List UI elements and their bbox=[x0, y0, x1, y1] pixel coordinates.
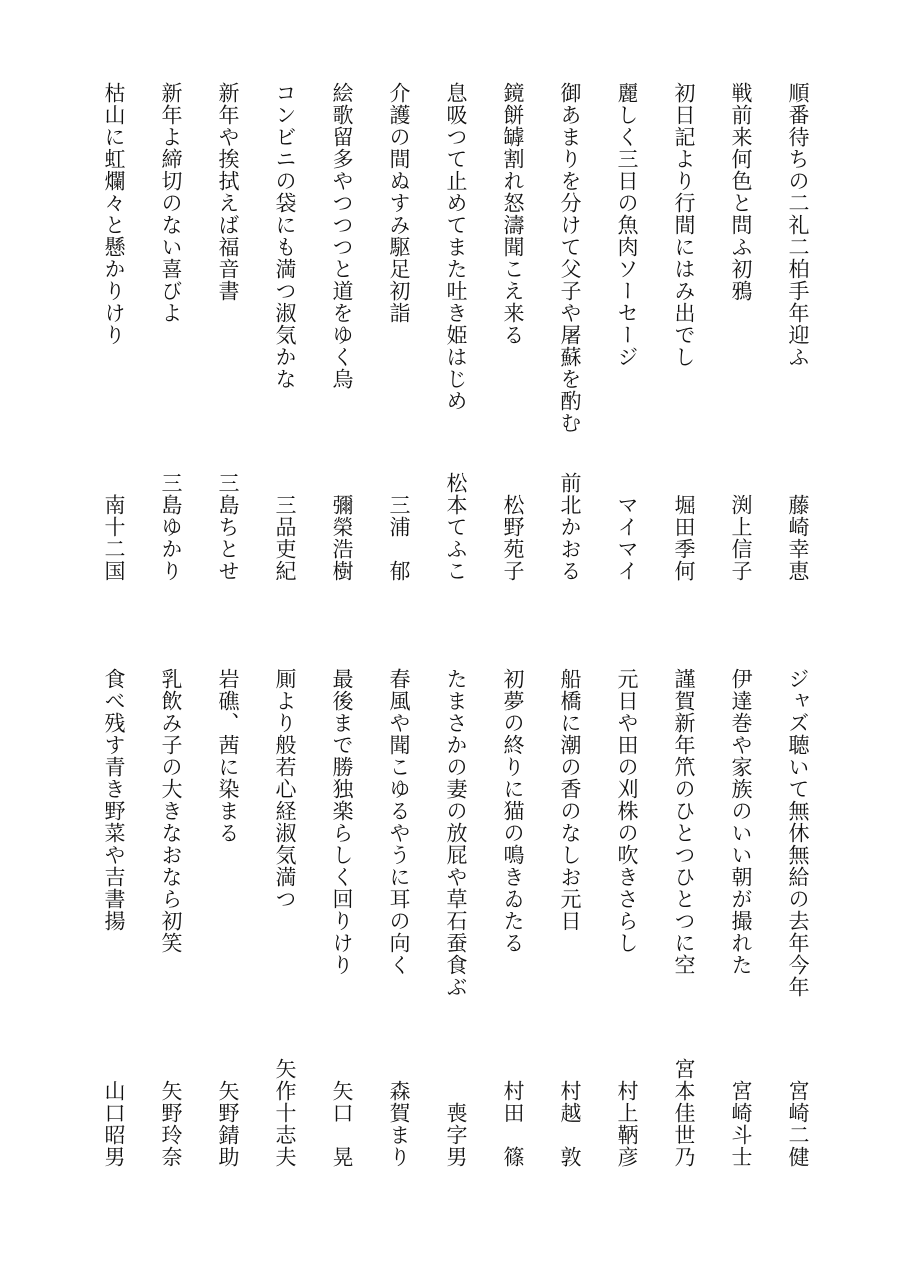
haiku-text: 息吸つて止めてまた吐き姫はじめ bbox=[444, 82, 468, 412]
haiku-author: 堀田季何 bbox=[672, 494, 696, 582]
haiku-column bbox=[500, 668, 526, 1168]
haiku-text: 謹賀新年笊のひとつひとつに空 bbox=[672, 668, 696, 976]
haiku-text: 鏡餅罅割れ怒濤聞こえ来る bbox=[501, 82, 525, 346]
haiku-author: 渕上信子 bbox=[729, 494, 753, 582]
haiku-author: 三浦 郁 bbox=[387, 494, 411, 582]
haiku-column bbox=[386, 82, 412, 582]
haiku-author: 村越 敦 bbox=[558, 1080, 582, 1168]
haiku-text: 食べ残す青き野菜や吉書揚 bbox=[102, 668, 126, 932]
haiku-text: コンビニの袋にも満つ淑気かな bbox=[273, 82, 297, 390]
haiku-column bbox=[785, 82, 811, 582]
haiku-column bbox=[272, 668, 298, 1168]
haiku-column bbox=[614, 82, 640, 582]
haiku-column bbox=[158, 82, 184, 582]
haiku-author: 宮崎二健 bbox=[786, 1080, 810, 1168]
haiku-text: 初日記より行間にはみ出でし bbox=[672, 82, 696, 368]
haiku-author: 彌榮浩樹 bbox=[330, 494, 354, 582]
haiku-column bbox=[101, 82, 127, 582]
haiku-author: 宮崎斗士 bbox=[729, 1080, 753, 1168]
haiku-author: 村田 篠 bbox=[501, 1080, 525, 1168]
haiku-author: 森賀まり bbox=[387, 1080, 411, 1168]
haiku-column bbox=[386, 668, 412, 1168]
haiku-author: 矢野玲奈 bbox=[159, 1080, 183, 1168]
haiku-author: 三品吏紀 bbox=[273, 494, 297, 582]
haiku-column bbox=[272, 82, 298, 582]
haiku-text: 伊達巻や家族のいい朝が撮れた bbox=[729, 668, 753, 976]
haiku-text: ジャズ聴いて無休無給の去年今年 bbox=[786, 668, 810, 998]
haiku-text: 最後まで勝独楽らしく回りけり bbox=[330, 668, 354, 976]
haiku-block-top bbox=[101, 82, 811, 582]
haiku-text: 新年や挨拭えば福音書 bbox=[216, 82, 240, 302]
haiku-column bbox=[443, 82, 469, 582]
haiku-column bbox=[215, 82, 241, 582]
haiku-column bbox=[329, 668, 355, 1168]
haiku-column bbox=[158, 668, 184, 1168]
haiku-column bbox=[728, 82, 754, 582]
haiku-text: 新年よ締切のない喜びよ bbox=[159, 82, 183, 324]
haiku-text: 元日や田の刈株の吹きさらし bbox=[615, 668, 639, 954]
haiku-column bbox=[329, 82, 355, 582]
haiku-author: 矢野錆助 bbox=[216, 1080, 240, 1168]
haiku-author: 矢口 晃 bbox=[330, 1080, 354, 1168]
haiku-author: 前北かおる bbox=[558, 472, 582, 582]
haiku-author: 南十二国 bbox=[102, 494, 126, 582]
haiku-author: 喪字男 bbox=[444, 1102, 468, 1168]
haiku-column bbox=[557, 668, 583, 1168]
haiku-author: 宮本佳世乃 bbox=[672, 1058, 696, 1168]
haiku-column bbox=[728, 668, 754, 1168]
haiku-text: 順番待ちの二礼二柏手年迎ふ bbox=[786, 82, 810, 368]
haiku-text: 乳飲み子の大きなおなら初笑 bbox=[159, 668, 183, 954]
haiku-author: マイマイ bbox=[615, 494, 639, 582]
haiku-text: たまさかの妻の放屁や草石蚕食ぶ bbox=[444, 668, 468, 998]
haiku-text: 麗しく三日の魚肉ソーセージ bbox=[615, 82, 639, 368]
haiku-text: 介護の間ぬすみ駆足初詣 bbox=[387, 82, 411, 324]
haiku-text: 絵歌留多やつつつと道をゆく烏 bbox=[330, 82, 354, 390]
haiku-author: 松野苑子 bbox=[501, 494, 525, 582]
haiku-column bbox=[500, 82, 526, 582]
haiku-column bbox=[614, 668, 640, 1168]
haiku-author: 藤崎幸恵 bbox=[786, 494, 810, 582]
haiku-author: 三島ゆかり bbox=[159, 472, 183, 582]
haiku-text: 船橋に潮の香のなしお元日 bbox=[558, 668, 582, 932]
haiku-column bbox=[557, 82, 583, 582]
haiku-text: 御あまりを分けて父子や屠蘇を酌む bbox=[558, 82, 582, 434]
haiku-column bbox=[785, 668, 811, 1168]
haiku-text: 岩礁、茜に染まる bbox=[216, 668, 240, 844]
haiku-text: 厠より般若心経淑気満つ bbox=[273, 668, 297, 910]
haiku-text: 初夢の終りに猫の鳴きゐたる bbox=[501, 668, 525, 954]
haiku-author: 村上鞆彦 bbox=[615, 1080, 639, 1168]
haiku-author: 三島ちとせ bbox=[216, 472, 240, 582]
haiku-column bbox=[671, 82, 697, 582]
haiku-column bbox=[215, 668, 241, 1168]
haiku-author: 矢作十志夫 bbox=[273, 1058, 297, 1168]
haiku-column bbox=[671, 668, 697, 1168]
haiku-author: 松本てふこ bbox=[444, 472, 468, 582]
haiku-column bbox=[101, 668, 127, 1168]
haiku-text: 枯山に虹爛々と懸かりけり bbox=[102, 82, 126, 346]
haiku-column bbox=[443, 668, 469, 1168]
haiku-block-bottom bbox=[101, 668, 811, 1168]
haiku-text: 春風や聞こゆるやうに耳の向く bbox=[387, 668, 411, 976]
haiku-text: 戦前来何色と問ふ初鴉 bbox=[729, 82, 753, 302]
haiku-author: 山口昭男 bbox=[102, 1080, 126, 1168]
